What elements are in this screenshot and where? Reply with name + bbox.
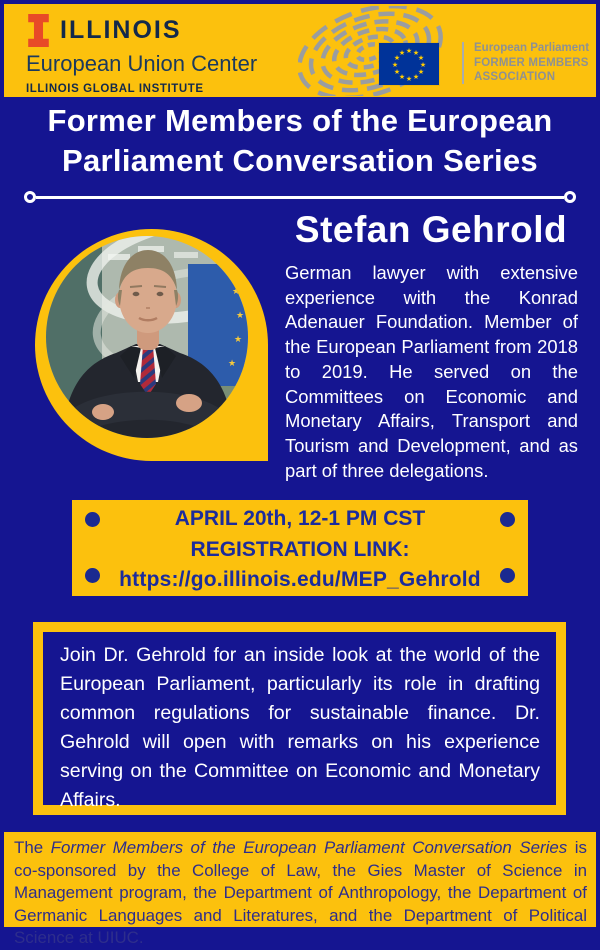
svg-text:★: ★: [412, 73, 420, 81]
svg-text:★: ★: [405, 75, 413, 83]
registration-label: REGISTRATION LINK:: [190, 537, 410, 561]
european-union-center-label: European Union Center: [26, 51, 258, 76]
svg-text:★: ★: [417, 68, 425, 76]
illinois-block-i-icon: [26, 13, 51, 48]
dot-icon: [500, 512, 515, 527]
event-description-box: [33, 622, 566, 815]
speaker-photo: [46, 236, 248, 438]
svg-text:★: ★: [232, 287, 241, 297]
ep-logo-line3: ASSOCIATION: [474, 71, 556, 83]
dot-icon: [85, 568, 100, 583]
svg-text:★: ★: [391, 61, 399, 69]
svg-text:★: ★: [228, 359, 237, 369]
svg-text:★: ★: [234, 335, 243, 345]
ep-logo-line1: European Parliament: [474, 42, 590, 54]
divider-right-dot-icon: [564, 191, 576, 203]
dot-icon: [500, 568, 515, 583]
ep-former-members-logo: [298, 4, 588, 97]
ep-logo-line2: FORMER MEMBERS: [474, 56, 589, 69]
speaker-name: Stefan Gehrold: [294, 209, 568, 250]
event-info-box: [72, 500, 528, 596]
svg-text:★: ★: [236, 311, 245, 321]
page-title: [0, 101, 600, 180]
sponsor-footer: [4, 832, 596, 948]
illinois-global-institute-label: ILLINOIS GLOBAL INSTITUTE: [26, 83, 204, 95]
divider-left-dot-icon: [24, 191, 36, 203]
event-datetime: APRIL 20th, 12-1 PM CST: [174, 507, 426, 530]
svg-text:★: ★: [393, 68, 401, 76]
svg-text:★: ★: [412, 49, 420, 57]
footer-prefix: The: [14, 838, 51, 857]
title-line-1: Former Members of the European: [47, 103, 553, 138]
title-divider: [24, 191, 576, 203]
speaker-photo-frame: [35, 229, 268, 461]
speaker-bio: German lawyer with extensive experience with the Konrad Adenauer Foundation. Member of the European Parliament from 2018 to 2019. He served on the Committees on Economic and Monetary Affairs, Transport and Tourism and Development, and as part of three delegations.: [285, 262, 578, 481]
svg-text:★: ★: [398, 49, 406, 57]
svg-text:★: ★: [405, 47, 413, 55]
dot-icon: [85, 512, 100, 527]
title-line-2: Parliament Conversation Series: [62, 142, 538, 178]
footer-series-name: Former Members of the European Parliament Conversation Series: [50, 838, 568, 857]
svg-text:★: ★: [417, 54, 425, 62]
eu-flag-icon: [379, 43, 439, 85]
header-band: [4, 4, 596, 97]
event-description: Join Dr. Gehrold for an inside look at the world of the European Parliament, particularly its role in drafting common regulations for sustainable finance. Dr. Gehrold will open with remarks on his experience serving on the Committee on Economic and Monetary Affairs.: [60, 644, 540, 811]
footer-rest: is co-sponsored by the College of Law, the Gies Master of Science in Management program, the Department of Anthropology, the Department of Germanic Languages and Literatures, and the Department of Political Science at UIUC.: [14, 838, 587, 948]
svg-text:★: ★: [398, 73, 406, 81]
svg-text:★: ★: [393, 54, 401, 62]
illinois-euc-logo: [26, 13, 257, 95]
ep-logo-separator: [462, 42, 464, 84]
registration-link[interactable]: https://go.illinois.edu/MEP_Gehrold: [119, 568, 481, 591]
divider-line: [36, 196, 564, 199]
svg-text:★: ★: [419, 61, 427, 69]
illinois-wordmark: ILLINOIS: [60, 16, 182, 44]
